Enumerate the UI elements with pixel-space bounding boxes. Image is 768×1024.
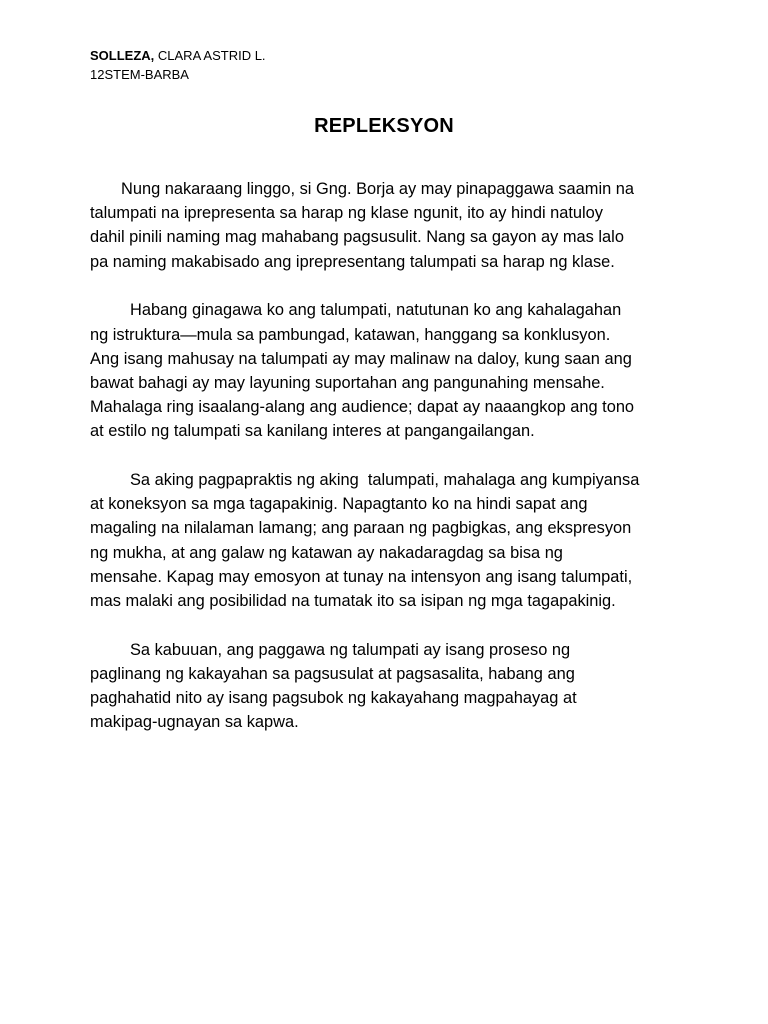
- paragraph-3: [90, 468, 688, 613]
- paragraph-line: ng mukha, at ang galaw ng katawan ay nakadaragdag sa bisa ng: [90, 543, 563, 562]
- author-section: 12STEM-BARBA: [90, 67, 189, 82]
- paragraph-line: Habang ginagawa ko ang talumpati, natutunan ko ang kahalagahan: [130, 301, 622, 320]
- paragraph-4: [90, 638, 688, 735]
- paragraph-line: talumpati na iprepresenta sa harap ng klase ngunit, ito ay hindi natuloy: [90, 204, 603, 223]
- paragraph-line: Ang isang mahusay na talumpati ay may malinaw na daloy, kung saan ang: [90, 349, 632, 368]
- paragraph-1: [90, 177, 688, 274]
- paragraph-line: paghahatid nito ay isang pagsubok ng kakayahang magpahayag at: [90, 689, 577, 708]
- paragraph-line: makipag-ugnayan sa kapwa.: [90, 713, 299, 732]
- paragraph-line: magaling na nilalaman lamang; ang paraan ng pagbigkas, ang ekspresyon: [90, 519, 632, 538]
- paragraph-line: Sa aking pagpapraktis ng aking talumpati, mahalaga ang kumpiyansa: [130, 471, 640, 490]
- document-title: REPLEKSYON: [314, 115, 454, 137]
- paragraph-line: ng istruktura—mula sa pambungad, katawan, hanggang sa konklusyon.: [90, 325, 611, 344]
- paragraph-line: bawat bahagi ay may layuning suportahan ang pangunahing mensahe.: [90, 373, 605, 392]
- paragraph-line: dahil pinili naming mag mahabang pagsusulit. Nang sa gayon ay mas lalo: [90, 228, 624, 247]
- paragraph-line: at koneksyon sa mga tagapakinig. Napagtanto ko na hindi sapat ang: [90, 495, 588, 514]
- author-header: [90, 46, 266, 84]
- document-body: [90, 177, 688, 759]
- paragraph-line: Nung nakaraang linggo, si Gng. Borja ay may pinapaggawa saamin na: [121, 180, 634, 198]
- author-surname: SOLLEZA,: [90, 48, 155, 63]
- paragraph-line: mas malaki ang posibilidad na tumatak ito sa isipan ng mga tagapakinig.: [90, 592, 616, 611]
- paragraph-line: paglinang ng kakayahan sa pagsusulat at pagsasalita, habang ang: [90, 664, 575, 683]
- paragraph-line: Sa kabuuan, ang paggawa ng talumpati ay isang proseso ng: [130, 640, 571, 659]
- paragraph-2: [90, 298, 688, 443]
- paragraph-line: Mahalaga ring isaalang-alang ang audience; dapat ay naaangkop ang tono: [90, 398, 635, 417]
- author-name: [90, 46, 266, 65]
- paragraph-line: at estilo ng talumpati sa kanilang interes at pangangailangan.: [90, 422, 535, 441]
- paragraph-line: mensahe. Kapag may emosyon at tunay na intensyon ang isang talumpati,: [90, 567, 633, 586]
- paragraph-line: pa naming makabisado ang iprepresentang talumpati sa harap ng klase.: [90, 252, 615, 271]
- author-given-names: CLARA ASTRID L.: [154, 48, 266, 63]
